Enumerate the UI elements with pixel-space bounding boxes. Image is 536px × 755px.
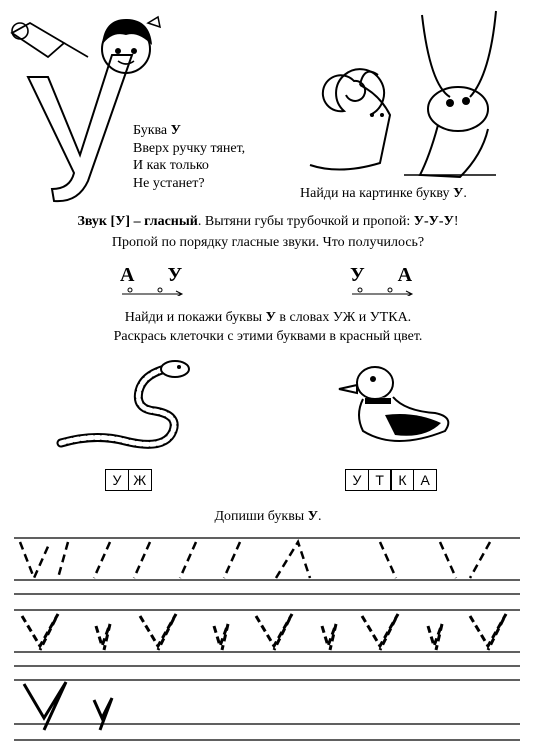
find-letter-caption [300,186,467,202]
caption-letter: У [453,186,464,201]
poem-line3: И как только [133,158,209,173]
letter-cell[interactable]: У [345,469,369,491]
find-letter: У [265,310,276,325]
word-uzh-cells [105,469,150,491]
sequence-u-a: У А [350,264,427,286]
write-prefix: Допиши буквы [214,509,308,524]
caption-suffix: . [463,186,467,201]
letter-cell[interactable]: К [390,469,414,491]
find-suffix: в словах УЖ и УТКА. [275,310,412,325]
sound-end: ! [453,214,459,229]
word-utka-cells [345,469,436,491]
write-instruction [0,509,536,525]
duck-illustration [335,355,465,455]
snail-rabbit-illustration [300,5,510,185]
write-letter: У [307,509,318,524]
color-instruction: Раскрась клеточки с этими буквами в красный цвет. [113,329,423,344]
caption-prefix: Найди на картинке букву [300,186,454,201]
poem [133,122,245,192]
find-instruction [0,310,536,326]
sequence-a-u: А У [120,264,197,286]
sequence-arrow-2 [350,286,416,296]
snake-illustration [55,355,205,455]
sing-instruction: Пропой по порядку гласные звуки. Что получилось? [111,235,425,250]
letter-cell[interactable]: У [105,469,129,491]
sound-middle: . Вытяни губы трубочкой и пропой: [197,214,414,229]
letter-cell[interactable]: А [413,469,437,491]
write-suffix: . [318,509,322,524]
poem-letter: У [170,123,181,138]
writing-practice-area[interactable] [0,528,536,755]
poem-line4: Не устанет? [133,175,205,191]
poem-line2: Вверх ручку тянет, [133,140,246,156]
sequence-arrow-1 [120,286,186,296]
poem-line1: Буква [133,123,171,138]
find-prefix: Найди и покажи буквы [124,310,266,325]
letter-cell[interactable]: Ж [128,469,152,491]
sound-bold: Звук [У] – гласный [77,214,198,229]
sound-instruction [0,214,536,230]
sound-bold-end: У-У-У [413,214,454,229]
letter-cell[interactable]: Т [368,469,392,491]
